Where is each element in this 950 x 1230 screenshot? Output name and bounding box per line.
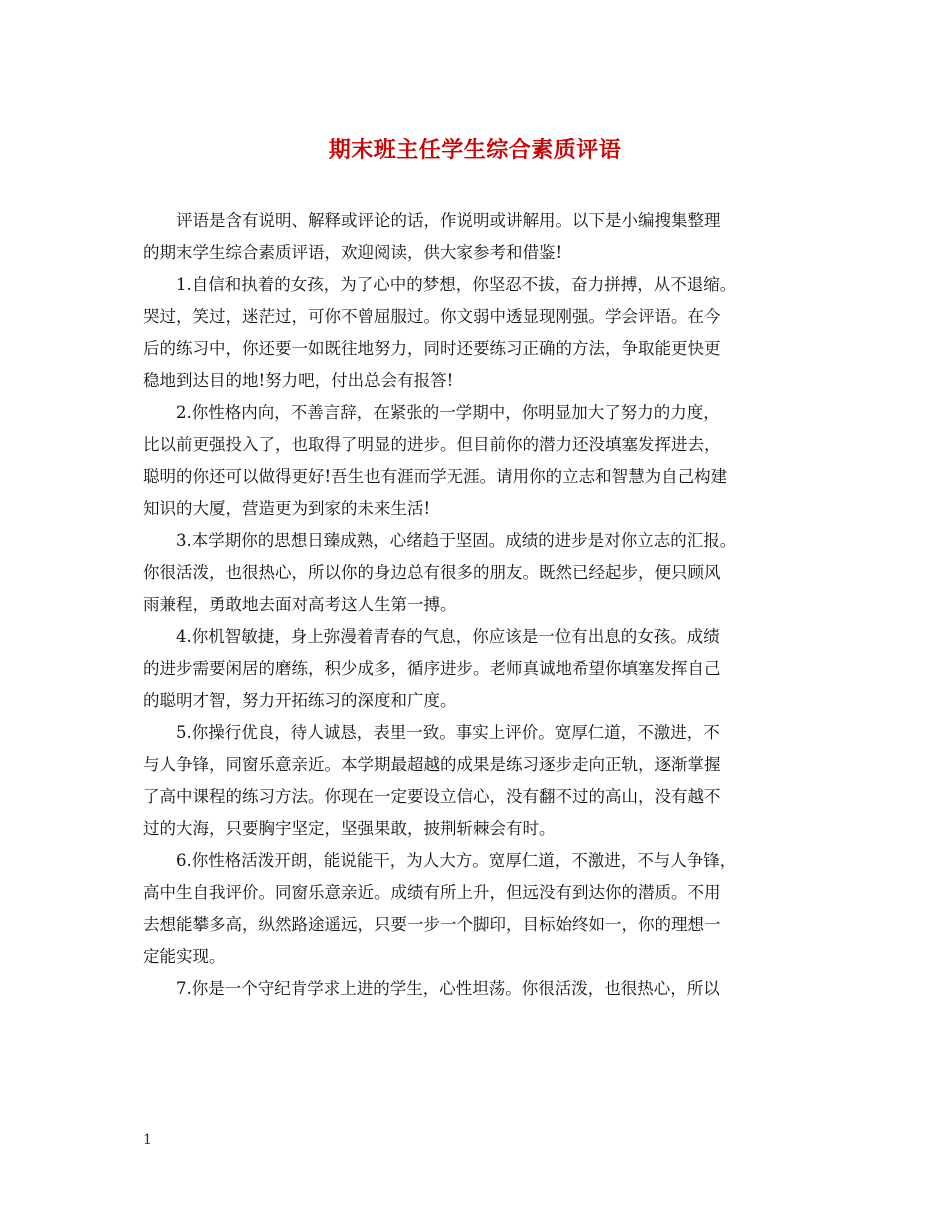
paragraph-line: 的聪明才智，努力开拓练习的深度和广度。	[143, 691, 457, 710]
paragraph-line: 知识的大厦，营造更为到家的未来生活!	[143, 499, 431, 518]
document-title: 期末班主任学生综合素质评语	[328, 137, 622, 163]
paragraph-line: 过的大海，只要胸宇坚定，坚强果敢，披荆斩棘会有时。	[143, 819, 556, 838]
paragraph-line: 去想能攀多高，纵然路途遥远，只要一步一个脚印，目标始终如一，你的理想一	[143, 915, 721, 934]
paragraph-line: 评语是含有说明、解释或评论的话，作说明或讲解用。以下是小编搜集整理	[176, 211, 721, 230]
paragraph-line: 比以前更强投入了，也取得了明显的进步。但目前你的潜力还没填塞发挥进去，	[143, 435, 721, 454]
paragraph-line: 1.自信和执着的女孩，为了心中的梦想，你坚忍不拔，奋力拼搏，从不退缩。	[176, 275, 737, 294]
paragraph-line: 的期末学生综合素质评语，欢迎阅读，供大家参考和借鉴!	[143, 243, 563, 262]
paragraph-line: 5.你操行优良，待人诚恳，表里一致。事实上评价。宽厚仁道，不激进，不	[176, 723, 720, 742]
page-number: 1	[143, 1132, 152, 1148]
paragraph-line: 后的练习中，你还要一如既往地努力，同时还要练习正确的方法，争取能更快更	[143, 339, 721, 358]
paragraph-line: 3.本学期你的思想日臻成熟，心绪趋于坚固。成绩的进步是对你立志的汇报。	[176, 531, 737, 550]
paragraph-line: 2.你性格内向，不善言辞，在紧张的一学期中，你明显加大了努力的力度，	[176, 403, 720, 422]
paragraph-line: 6.你性格活泼开朗，能说能干，为人大方。宽厚仁道，不激进，不与人争锋，	[176, 851, 737, 870]
paragraph-line: 哭过，笑过，迷茫过，可你不曾屈服过。你文弱中透显现刚强。学会评语。在今	[143, 307, 721, 326]
paragraph-line: 定能实现。	[143, 947, 226, 966]
paragraph-line: 你很活泼，也很热心，所以你的身边总有很多的朋友。既然已经起步，便只顾风	[143, 563, 721, 582]
paragraph-line: 与人争锋，同窗乐意亲近。本学期最超越的成果是练习逐步走向正轨，逐渐掌握	[143, 755, 721, 774]
paragraph-line: 4.你机智敏捷，身上弥漫着青春的气息，你应该是一位有出息的女孩。成绩	[176, 627, 720, 646]
paragraph-line: 聪明的你还可以做得更好!吾生也有涯而学无涯。请用你的立志和智慧为自己构建	[143, 467, 728, 486]
paragraph-line: 的进步需要闲居的磨练，积少成多，循序进步。老师真诚地希望你填塞发挥自己	[143, 659, 721, 678]
paragraph-line: 高中生自我评价。同窗乐意亲近。成绩有所上升，但远没有到达你的潜质。不用	[143, 883, 721, 902]
paragraph-line: 了高中课程的练习方法。你现在一定要设立信心，没有翻不过的高山，没有越不	[143, 787, 721, 806]
paragraph-line: 7.你是一个守纪肯学求上进的学生，心性坦荡。你很活泼，也很热心，所以	[176, 979, 720, 998]
document-body	[143, 205, 818, 1005]
paragraph-line: 稳地到达目的地!努力吧，付出总会有报答!	[143, 371, 454, 390]
paragraph-line: 雨兼程，勇敢地去面对高考这人生第一搏。	[143, 595, 457, 614]
